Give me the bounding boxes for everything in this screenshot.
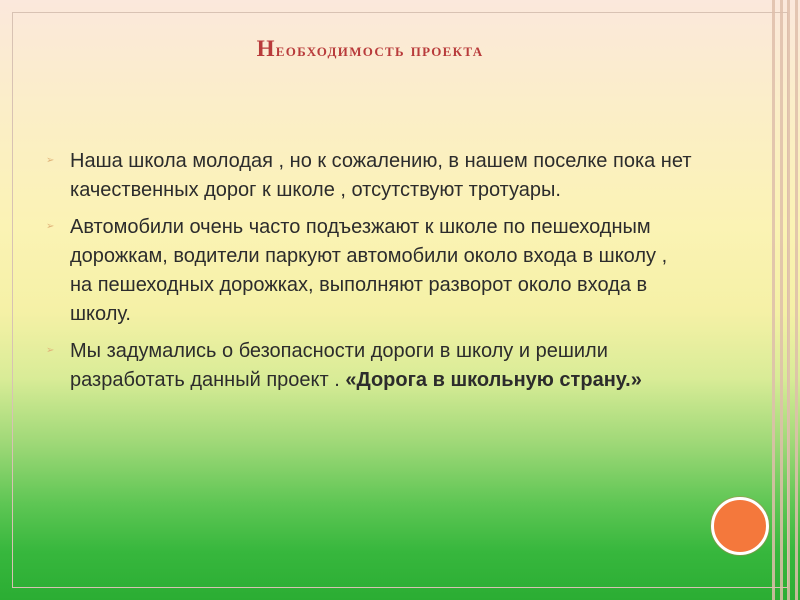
slide-content [44, 147, 694, 403]
stripe [780, 0, 783, 600]
bullet-text: Наша школа молодая , но к сожалению, в нашем поселке пока нет качественных дорог к школе , отсутствуют тротуары. [70, 150, 692, 201]
stripe [787, 0, 790, 600]
slide-title [0, 36, 740, 62]
bullet-item [44, 147, 694, 205]
bullet-item [44, 337, 694, 395]
orange-circle-icon [711, 497, 769, 555]
title-rest: еобходимость проекта [275, 40, 484, 60]
decorative-stripes [772, 0, 798, 600]
project-name: «Дорога в школьную страну.» [345, 369, 642, 391]
title-first-letter: Н [256, 36, 276, 61]
bullet-text: Автомобили очень часто подъезжают к школе по пешеходным дорожкам, водители паркуют автомобили около входа в школу , на пешеходных дорожках, выполняют разворот около входа в школу. [70, 216, 668, 325]
arrow-bullet-icon: ➢ [46, 221, 55, 232]
arrow-bullet-icon: ➢ [46, 155, 55, 166]
stripe [795, 0, 798, 600]
bullet-item [44, 213, 694, 329]
stripe [772, 0, 775, 600]
arrow-bullet-icon: ➢ [46, 345, 55, 356]
bullet-text: Мы задумались о безопасности дороги в школу и решили разработать данный проект . [70, 340, 608, 391]
